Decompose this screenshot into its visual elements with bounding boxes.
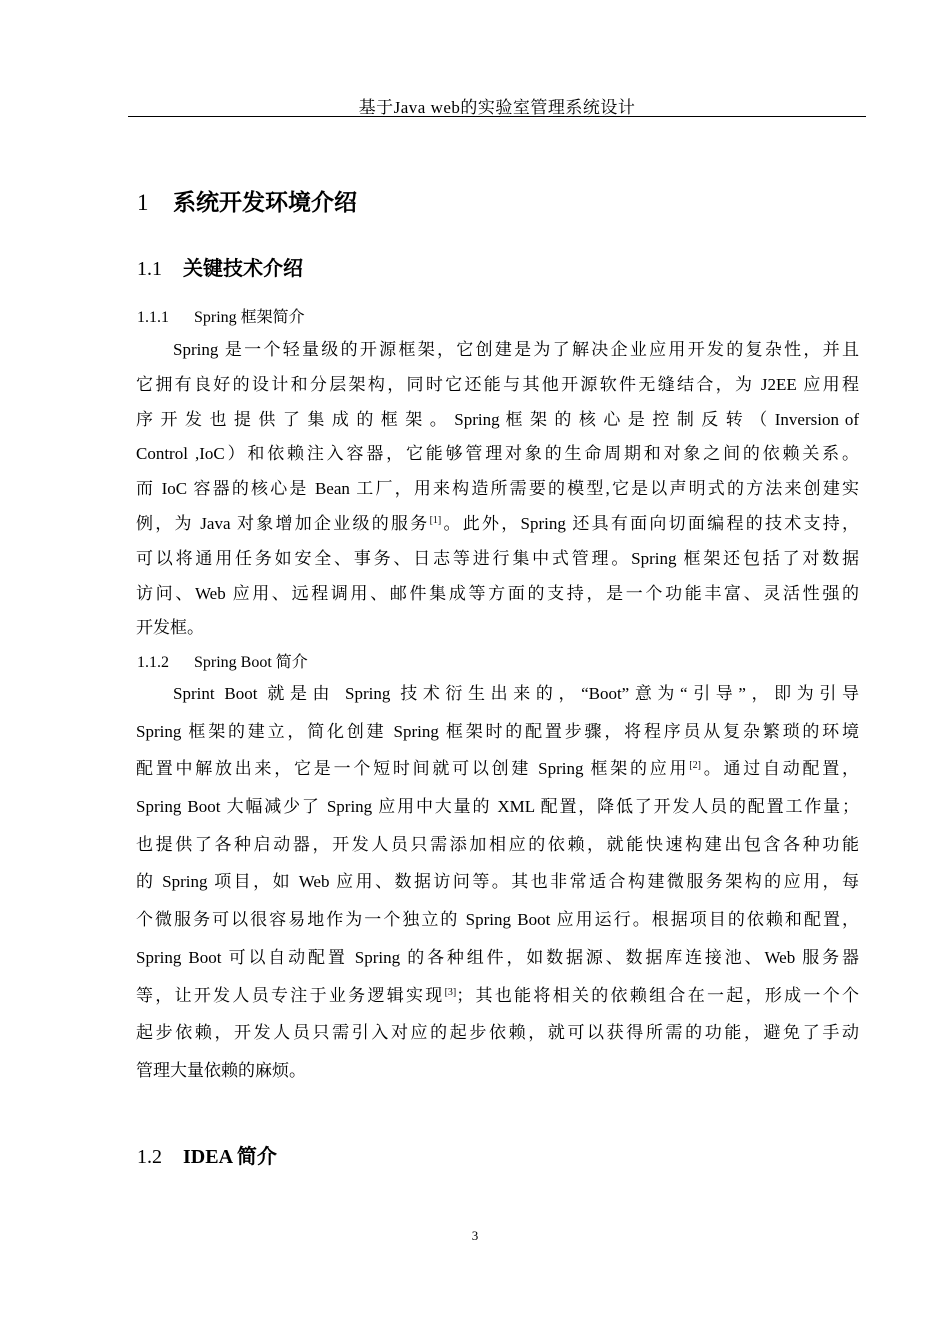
- citation-ref: [1]: [429, 514, 442, 526]
- section-heading-1-1: [137, 252, 303, 281]
- paragraph-line: [136, 750, 859, 788]
- paragraph-line: Sprint Boot 就是由 Spring 技术衍生出来的，“Boot”意为“引导”，即为引导: [173, 684, 859, 703]
- paragraph-line: 可以将通用任务如安全、事务、日志等进行集中式管理。Spring 框架还包括了对数据: [136, 548, 859, 568]
- paragraph-line: 也提供了各种启动器，开发人员只需添加相应的依赖，就能快速构建出包含各种功能: [136, 834, 859, 854]
- citation-ref: [3]: [444, 986, 457, 998]
- paragraph-line: 起步依赖，开发人员只需引入对应的起步依赖，就可以获得所需的功能，避免了手动: [136, 1023, 859, 1043]
- section-number: 1.2: [137, 1146, 162, 1168]
- text-run: ；其也能将相关的依赖组合在一起，形成一个个: [456, 985, 860, 1005]
- paragraph-line: Spring Boot 大幅减少了 Spring 应用中大量的 XML 配置，降低了开发人员的配置工作量；: [136, 797, 859, 817]
- paragraph-line: 开发框。: [136, 618, 204, 638]
- paragraph-spring-intro: [136, 333, 859, 646]
- paragraph-line: 访问、Web 应用、远程调用、邮件集成等方面的支持，是一个功能丰富、灵活性强的: [136, 583, 859, 603]
- section-heading-1-2: [137, 1140, 277, 1169]
- subsection-heading-1-1-1: [137, 304, 305, 327]
- subsection-number: 1.1.1: [137, 309, 169, 326]
- subsection-title: Spring 框架简介: [194, 309, 305, 326]
- paragraph-line: 管理大量依赖的麻烦。: [136, 1060, 306, 1080]
- paragraph-spring-boot-intro: [136, 675, 859, 1090]
- text-run: 例，为 Java 对象增加企业级的服务: [136, 513, 430, 533]
- citation-ref: [2]: [689, 760, 701, 772]
- paragraph-line: 个微服务可以很容易地作为一个独立的 Spring Boot 应用运行。根据项目的依赖和配置，: [136, 910, 859, 930]
- paragraph-line: 的 Spring 项目，如 Web 应用、数据访问等。其也非常适合构建微服务架构的应用，每: [136, 872, 859, 892]
- text-run: 等，让开发人员专注于业务逻辑实现: [136, 985, 445, 1005]
- paragraph-line: 而 IoC 容器的核心是 Bean 工厂，用来构造所需要的模型,它是以声明式的方法来创建实: [136, 479, 859, 499]
- page-number: 3: [471, 1228, 479, 1243]
- paragraph-line: Spring 框架的建立，简化创建 Spring 框架时的配置步骤，将程序员从复杂繁琐的环境: [136, 721, 859, 741]
- paragraph-line: Spring 是一个轻量级的开源框架，它创建是为了解决企业应用开发的复杂性，并且: [173, 340, 859, 359]
- text-run: 配置中解放出来，它是一个短时间就可以创建 Spring 框架的应用: [136, 759, 690, 779]
- header-rule: [128, 116, 866, 117]
- section-title: IDEA 简介: [183, 1146, 277, 1168]
- text-run: 。此外，Spring 还具有面向切面编程的技术支持，: [441, 513, 859, 533]
- section-number: 1.1: [137, 258, 162, 280]
- chapter-heading: [137, 184, 357, 217]
- text-run: 。通过自动配置，: [700, 759, 860, 779]
- chapter-number: 1: [137, 190, 149, 215]
- subsection-title: Spring Boot 简介: [194, 654, 308, 671]
- paragraph-line: Control ,IoC）和依赖注入容器，它能够管理对象的生命周期和对象之间的依赖关系。: [136, 444, 859, 464]
- paragraph-line: 它拥有良好的设计和分层架构，同时它还能与其他开源软件无缝结合，为 J2EE 应用程: [136, 374, 859, 394]
- subsection-number: 1.1.2: [137, 654, 169, 671]
- paragraph-line: [136, 977, 859, 1015]
- paragraph-line: [136, 507, 859, 542]
- paragraph-line: 序 开 发 也 提 供 了 集 成 的 框 架 。 Spring 框 架 的 核 心 是 控 制 反 转 （ Inversion of: [136, 409, 859, 429]
- chapter-title: 系统开发环境介绍: [173, 190, 357, 215]
- running-header: 基于Java web的实验室管理系统设计: [358, 98, 636, 117]
- section-title: 关键技术介绍: [183, 258, 303, 280]
- paragraph-line: Spring Boot 可以自动配置 Spring 的各种组件，如数据源、数据库连接池、Web 服务器: [136, 947, 859, 967]
- subsection-heading-1-1-2: [137, 649, 308, 672]
